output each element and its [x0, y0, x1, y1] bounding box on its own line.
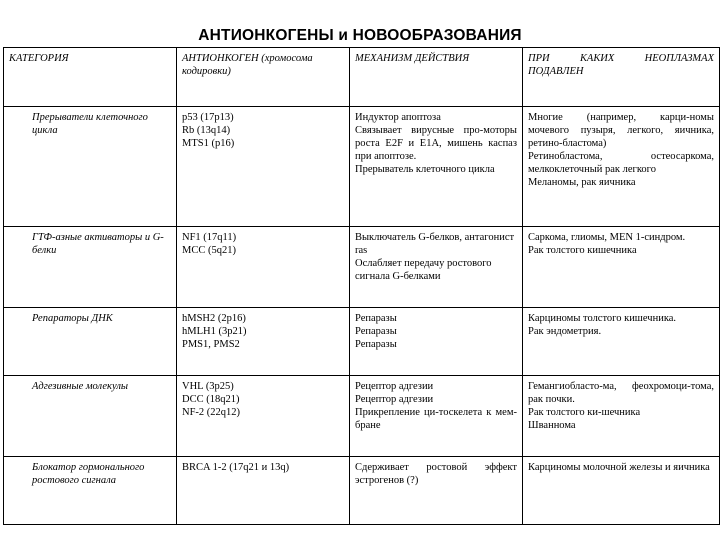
gene-line: VHL (3p25) [182, 381, 234, 392]
neoplasm-line: Ретинобластома, остеосаркома, мелкоклеточный рак легкого [528, 151, 714, 175]
row-genes [177, 457, 350, 525]
mechanism-line: Репаразы [355, 326, 397, 337]
table-row [4, 107, 720, 227]
row-neoplasms [523, 457, 720, 525]
row-category: Репараторы ДНК [4, 308, 177, 376]
row-genes [177, 376, 350, 457]
header-mechanism: МЕХАНИЗМ ДЕЙСТВИЯ [350, 48, 523, 107]
gene-line: DCC (18q21) [182, 394, 240, 405]
page-title: АНТИОНКОГЕНЫ и НОВООБРАЗОВАНИЯ [198, 27, 522, 44]
row-genes [177, 227, 350, 308]
antioncogene-table [3, 47, 720, 525]
gene-line: p53 (17p13) [182, 112, 234, 123]
row-mechanism [350, 457, 523, 525]
neoplasm-line: Рак эндометрия. [528, 326, 602, 337]
table-row [4, 227, 720, 308]
neoplasm-line: Саркома, глиомы, MEN 1-синдром. [528, 232, 686, 243]
gene-line: NF-2 (22q12) [182, 407, 241, 418]
row-mechanism [350, 107, 523, 227]
row-category: ГТФ-азные активаторы и G-белки [4, 227, 177, 308]
gene-line: PMS1, PMS2 [182, 339, 240, 350]
row-neoplasms [523, 376, 720, 457]
neoplasm-line: Меланомы, рак яичника [528, 177, 636, 188]
row-category: Блокатор гормонального ростового сигнала [4, 457, 177, 525]
mechanism-line: Репаразы [355, 313, 397, 324]
neoplasm-line: Рак толстого кишечника [528, 245, 637, 256]
mechanism-line: Сдерживает ростовой эффект эстрогенов (?) [355, 462, 517, 486]
neoplasm-line: Гемангиобласто-ма, феохромоци-тома, рак почки. [528, 381, 714, 405]
row-genes [177, 308, 350, 376]
gene-line: MTS1 (p16) [182, 138, 235, 149]
mechanism-line: Прерыватель клеточного цикла [355, 164, 495, 175]
header-category: КАТЕГОРИЯ [4, 48, 177, 107]
mechanism-line: Связывает вирусные про-моторы роста E2F и E1A, мишень каспаз при апоптозе. [355, 125, 517, 162]
row-genes [177, 107, 350, 227]
row-category: Прерыватели клеточного цикла [4, 107, 177, 227]
row-mechanism [350, 227, 523, 308]
neoplasm-line: Шваннома [528, 420, 576, 431]
header-neoplasms: ПРИ КАКИХ НЕОПЛАЗМАХ ПОДАВЛЕН [523, 48, 720, 107]
mechanism-line: Выключатель G-белков, антагонист ras [355, 232, 515, 256]
table-row [4, 308, 720, 376]
mechanism-line: Рецептор адгезии [355, 381, 434, 392]
mechanism-line: Прикрепление ци-тоскелета к мем-бране [355, 407, 517, 431]
neoplasm-line: Рак толстого ки-шечника [528, 407, 641, 418]
row-category: Адгезивные молекулы [4, 376, 177, 457]
header-gene: АНТИОНКОГЕН (хромосома кодировки) [177, 48, 350, 107]
mechanism-line: Индуктор апоптоза [355, 112, 441, 123]
gene-line: hMLH1 (3p21) [182, 326, 247, 337]
mechanism-line: Рецептор адгезии [355, 394, 434, 405]
gene-line: MCC (5q21) [182, 245, 236, 256]
table-row [4, 376, 720, 457]
gene-line: NF1 (17q11) [182, 232, 237, 243]
row-mechanism [350, 308, 523, 376]
table-row [4, 457, 720, 525]
row-neoplasms [523, 308, 720, 376]
row-neoplasms [523, 227, 720, 308]
table-header-row [4, 48, 720, 107]
mechanism-line: Ослабляет передачу ростового сигнала G-белками [355, 258, 492, 282]
row-mechanism [350, 376, 523, 457]
gene-line: Rb (13q14) [182, 125, 231, 136]
neoplasm-line: Карциномы молочной железы и яичника [528, 462, 710, 473]
gene-line: BRCA 1-2 (17q21 и 13q) [182, 462, 290, 473]
row-neoplasms [523, 107, 720, 227]
neoplasm-line: Карциномы толстого кишечника. [528, 313, 677, 324]
neoplasm-line: Многие (например, карци-номы мочевого пузыря, легкого, яичника, ретино-бластома) [528, 112, 714, 149]
mechanism-line: Репаразы [355, 339, 397, 350]
gene-line: hMSH2 (2p16) [182, 313, 246, 324]
